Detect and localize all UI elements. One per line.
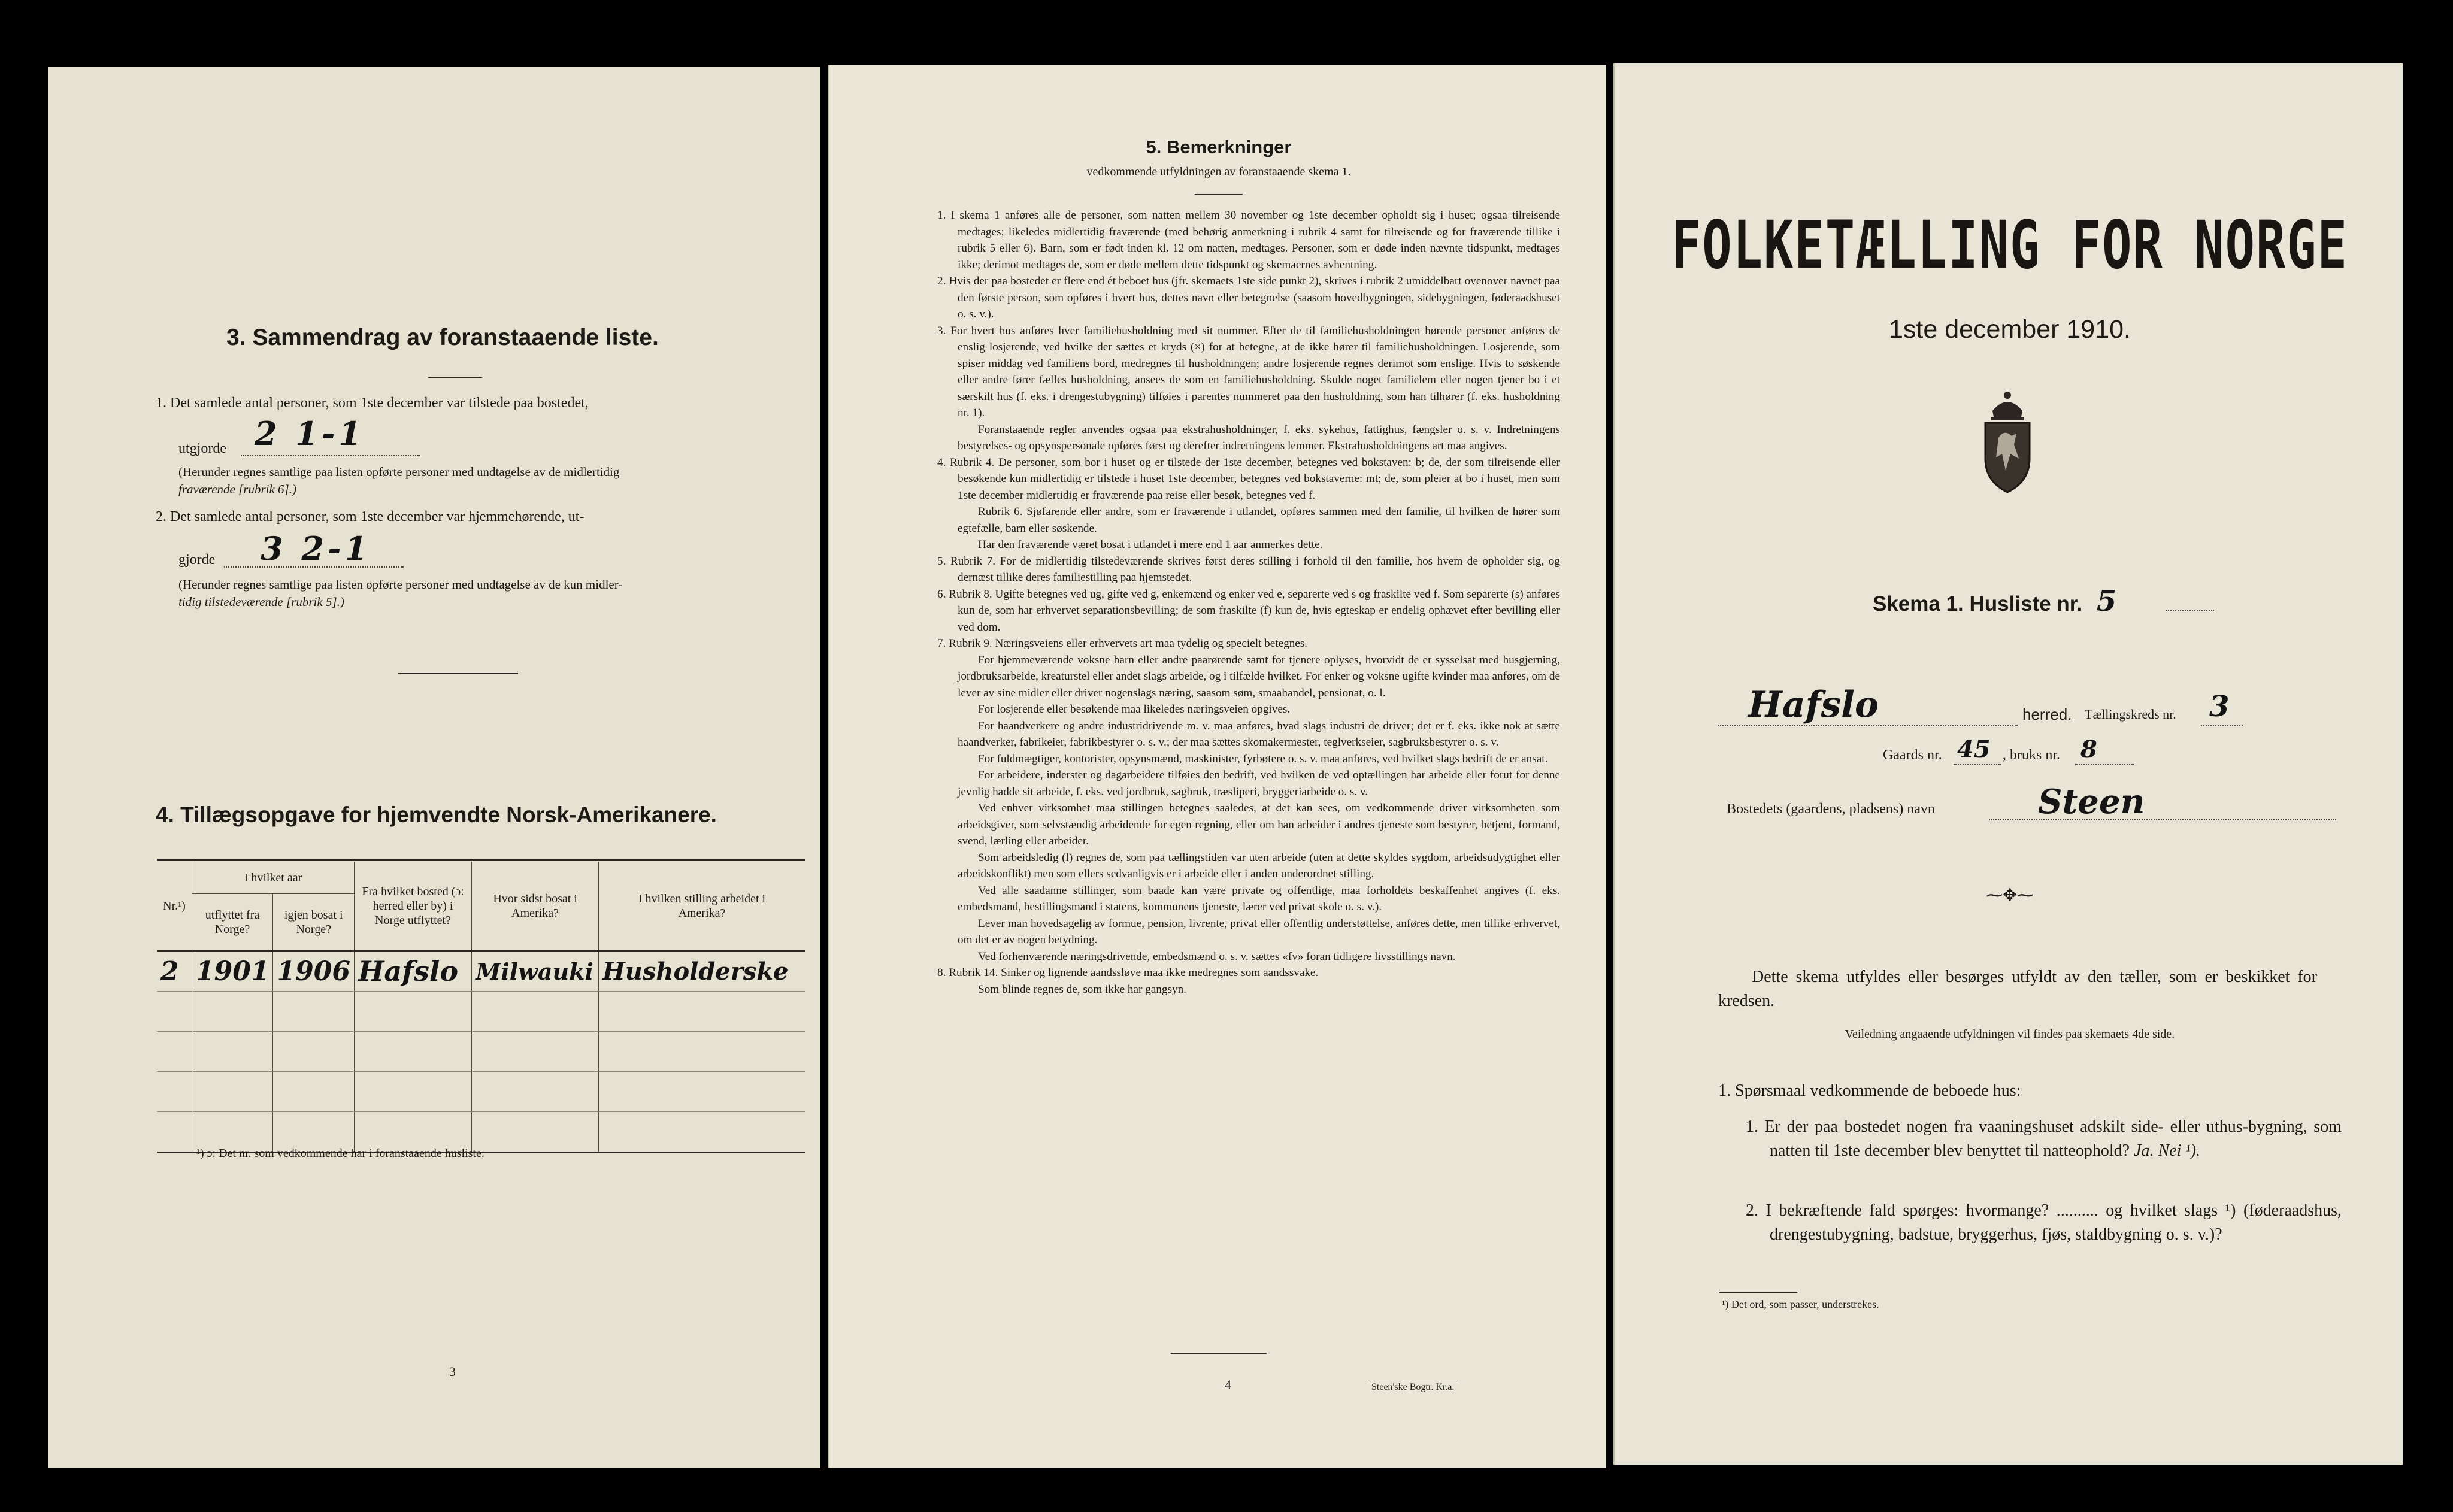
printer-mark: Steen'ske Bogtr. Kr.a.	[1371, 1382, 1455, 1392]
remark-8a: Som blinde regnes de, som ikke har gangsyn.	[978, 983, 1186, 996]
herred-dotted	[1718, 725, 2018, 726]
gaards-label: Gaards nr.	[1883, 747, 1942, 763]
remark-7b: For losjerende eller besøkende maa likeledes næringsveien opgives.	[978, 703, 1291, 716]
kreds-label: Tællingskreds nr.	[2085, 707, 2176, 722]
item2-dotted-line	[224, 566, 404, 568]
divider	[428, 377, 482, 378]
col-emigrated: utflyttet fra Norge?	[192, 894, 273, 951]
remark-4-bosat: Har den fraværende været bosat i utlandet i mere end 1 aar anmerkes dette.	[978, 538, 1323, 551]
page-left	[48, 67, 820, 1468]
kreds-dotted	[2201, 725, 2243, 726]
remark-8: 8. Rubrik 14. Sinker og lignende aandssløve maa ikke medregnes som aandssvake.	[937, 966, 1319, 979]
ornament-divider: ⁓✥⁓	[1986, 886, 2034, 905]
section4-heading: 4. Tillægsopgave for hjemvendte Norsk-Amerikanere.	[156, 802, 717, 827]
bruks-value: 8	[2080, 735, 2097, 763]
table-row	[157, 992, 805, 1032]
item1-dotted-line	[241, 455, 420, 456]
herred-line	[1718, 684, 2353, 734]
kreds-value: 3	[2209, 690, 2230, 723]
cell-nr: 2	[157, 951, 192, 992]
remark-4: 4. Rubrik 4. De personer, som bor i huset og er tilstede der 1ste december, betegnes ved bokstaven: b; de, der som tilreisende eller besøkende kun midlertidig er tilstede i huset 1ste december, betegnes ved bokstaverne: mt; de, som pleier at bo i huset, men som 1ste december midlertidig er fraværende paa reise eller besøk, betegnes ved f.	[937, 456, 1560, 502]
divider	[1195, 194, 1243, 195]
gaards-line	[1883, 735, 2302, 776]
remarks-heading: 5. Bemerkninger	[1146, 137, 1292, 157]
bruks-dotted	[2075, 764, 2134, 765]
remark-7a: For hjemmeværende voksne barn eller andre paarørende samt for tjenere oplyses, hvorvidt de er sysselsat med husgjerning, jordbruksarbeide, kreaturstel eller andet slags arbeide, og i tilfælde hvilket. For enker og voksne ugifte kvinder maa anføres, om de lever av sine midler eller driver nogenslags næring, saasom søm, smaahandel, pensionat, o. l.	[958, 653, 1560, 699]
cell-last-place: Milwauki	[472, 951, 599, 992]
remark-4-rubrik6: Rubrik 6. Sjøfarende eller andre, som er fraværende i utlandet, opføres sammen med den familie, til hvilken de hører som egtefælle, barn eller søskende.	[958, 505, 1560, 535]
schema-label: Skema 1. Husliste nr.	[1873, 592, 2083, 616]
item2-note: (Herunder regnes samtlige paa listen opførte personer med undtagelse av de kun midler- tidig tilstedeværende [rubrik 5].)	[178, 577, 623, 609]
census-title: FOLKETÆLLING FOR NORGE	[1671, 207, 2349, 284]
cell-position: Husholderske	[598, 951, 805, 992]
remark-5: 5. Rubrik 7. For de midlertidig tilstedeværende skrives først deres stilling i forhold til den familie, hos hvem de opholder sig, og dernæst tillike deres familiestilling paa hjemstedet.	[937, 554, 1560, 584]
remark-7i: Lever man hovedsagelig av formue, pension, livrente, privat eller offentlig understøttelse, anføres dette, men tillike erhvervet, om det er av nogen betydning.	[958, 917, 1560, 946]
gaards-dotted	[1954, 764, 2001, 765]
col-last-place: Hvor sidst bosat i Amerika?	[472, 862, 599, 951]
remarks-subheading: vedkommende utfyldningen av foranstaaende skema 1.	[1086, 165, 1351, 178]
bosted-label: Bostedets (gaardens, pladsens) navn	[1727, 801, 1935, 817]
col-group-year: I hvilket aar	[192, 862, 355, 894]
page-middle	[828, 65, 1606, 1468]
remark-3: 3. For hvert hus anføres hver familiehusholdning med sit nummer. Efter de til familiehusholdningen hørende personer anføres de enslig losjerende, ved hvilke der sættes et kryds (×) for at betegne, at de ikke hører til familiehusholdningen. Losjerende, som spiser middag ved familiens bord, medregnes til husholdningen; andre losjerende regnes derimot som enslige. Hvis to søskende eller andre fører fælles husholdning, ansees de som en familiehusholdning. Skulde noget familielem eller nogen tjener bo i et særskilt hus (f. eks. i drengestubygning) tilføies i parentes nummeret paa den husholdning, som han tilhører (f. eks. husholdning nr. 1).	[937, 324, 1560, 419]
page-right	[1613, 63, 2403, 1465]
remarks-body	[937, 207, 1560, 998]
coat-of-arms-icon	[1974, 387, 2040, 495]
section3-heading: 3. Sammendrag av foranstaaende liste.	[226, 325, 659, 350]
cell-from-place: Hafslo	[354, 951, 471, 992]
bruks-label: , bruks nr.	[2003, 747, 2060, 763]
bottom-rule	[1171, 1353, 1267, 1354]
cell-emigrated: 1901	[192, 951, 273, 992]
gaards-value: 45	[1957, 735, 1991, 763]
bosted-line	[1727, 782, 2337, 830]
item1-note: (Herunder regnes samtlige paa listen opførte personer med undtagelse av de midlertidig fraværende [rubrik 6].)	[178, 465, 620, 496]
q1-1-answer: Ja. Nei ¹).	[2134, 1141, 2201, 1160]
cell-returned: 1906	[273, 951, 354, 992]
footnote-rule	[1719, 1292, 1797, 1293]
page-number: 3	[449, 1364, 456, 1379]
schema-line	[1873, 584, 2116, 618]
norsk-amerikanere-table	[157, 862, 805, 1153]
remark-7j: Ved forhenværende næringsdrivende, embedsmænd o. s. v. sættes «fv» foran tidligere livsstillings navn.	[978, 950, 1456, 963]
col-nr: Nr.¹)	[157, 862, 192, 951]
table-row	[157, 1032, 805, 1072]
question1-2: 2. I bekræftende fald spørges: hvormange? .......... og hvilket slags ¹) (føderaadshus, drengestubygning, badstue, bryggerhus, fjøs, staldbygning o. s. v.)?	[1746, 1201, 2342, 1244]
herred-value: Hafslo	[1748, 684, 1879, 726]
col-returned: igjen bosat i Norge?	[273, 894, 354, 951]
remark-7f: Ved enhver virksomhet maa stillingen betegnes saaledes, at det kan sees, om vedkommende driver virksomheten som arbeidsgiver, som selvstændig arbeidende for egen regning, eller om han arbeider i andres tjeneste som bestyrer, betjent, formand, svend, lærling eller arbeider.	[958, 802, 1560, 847]
schema-dotted	[2166, 610, 2214, 611]
remark-3-cont: Foranstaaende regler anvendes ogsaa paa ekstrahusholdninger, f. eks. sykehus, fattighus, fængsler o. s. v. Indretningens bestyrelses- og opsynspersonale opføres først og derefter indretningens lemmer. Ekstrahusholdningens art maa angives.	[958, 423, 1560, 452]
guide-text: Veiledning angaaende utfyldningen vil findes paa skemaets 4de side.	[1845, 1028, 2175, 1041]
bosted-dotted	[1989, 819, 2336, 820]
question1-1: 1. Er der paa bostedet nogen fra vaaningshuset adskilt side- eller uthus-bygning, som natten til 1ste december blev benyttet til natteophold? Ja. Nei ¹).	[1746, 1117, 2342, 1160]
item2-prefix: gjorde	[178, 552, 216, 568]
right-footnote: ¹) Det ord, som passer, understrekes.	[1722, 1298, 1879, 1310]
remark-7c: For haandverkere og andre industridrivende m. v. maa anføres, hvad slags industri de driver; det er f. eks. ikke nok at sætte haandverker, fabrikeier, fabrikbestyrer o. s. v.; der maa sættes skomakermester, teglverkseier, sagbruksbestyrer o. s. v.	[958, 719, 1560, 749]
table-top-rule	[157, 859, 805, 861]
question1-heading: 1. Spørsmaal vedkommende de beboede hus:	[1718, 1081, 2021, 1100]
item1-text: 1. Det samlede antal personer, som 1ste december var tilstede paa bostedet,	[156, 395, 589, 411]
bosted-value: Steen	[2038, 782, 2145, 822]
remark-7: 7. Rubrik 9. Næringsveiens eller erhvervets art maa tydelig og specielt betegnes.	[937, 637, 1308, 650]
census-date: 1ste december 1910.	[1889, 315, 2131, 344]
item1-handwritten-value: 2 1-1	[255, 414, 365, 453]
col-position: I hvilken stilling arbeidet i Amerika?	[598, 862, 805, 951]
herred-label: herred.	[2022, 705, 2072, 723]
table-row	[157, 951, 805, 992]
table-row	[157, 1072, 805, 1112]
instruction-text: Dette skema utfyldes eller besørges utfyldt av den tæller, som er beskikket for kredsen.	[1718, 968, 2317, 1010]
section-divider	[398, 673, 518, 674]
col-from-place: Fra hvilket bosted (ɔ: herred eller by) i Norge utflyttet?	[354, 862, 471, 951]
remark-7e: For arbeidere, inderster og dagarbeidere tilføies den bedrift, ved hvilken de ved optællingen har arbeide eller forut for denne jevnlig hadde sit arbeide, f. eks. ved jordbruk, sagbruk, træsliperi, bryggeriarbeide o. s. v.	[958, 769, 1560, 798]
page-number: 4	[1225, 1377, 1231, 1392]
table-footnote: ¹) ɔ: Det nr. som vedkommende har i foranstaaende husliste.	[196, 1147, 484, 1160]
item2-handwritten-value: 3 2-1	[261, 529, 371, 568]
remark-7g: Som arbeidsledig (l) regnes de, som paa tællingstiden var uten arbeide (uten at dette skyldes sygdom, arbeidsudygtighet eller arbeidskonflikt) men som ellers sedvanligvis er i arbeide eller i anden underordnet stilling.	[958, 851, 1560, 880]
remark-1: 1. I skema 1 anføres alle de personer, som natten mellem 30 november og 1ste december opholdt sig i huset; ogsaa tilreisende medtages; likeledes midlertidig fraværende (med behørig anmerkning i rubrik 4 samt for tilreisende og for fraværende tillike i rubrik 5 eller 6). Barn, som er født inden kl. 12 om natten, medtages. Personer, som er døde inden nævnte tidspunkt, medtages ikke; derimot medtages de, som er døde mellem dette tidspunkt og skemaernes avhentning.	[937, 209, 1560, 271]
remark-7h: Ved alle saadanne stillinger, som baade kan være private og offentlige, maa forholdets beskaffenhet angives (f. eks. embedsmand, bestillingsmand i statens, kommunens tjeneste, lærer ved privat skole o. s. v.).	[958, 884, 1560, 913]
item2-text: 2. Det samlede antal personer, som 1ste december var hjemmehørende, ut-	[156, 509, 585, 525]
remark-2: 2. Hvis der paa bostedet er flere end ét beboet hus (jfr. skemaets 1ste side punkt 2), skrives i rubrik 2 umiddelbart ovenover navnet paa den første person, som opføres i hvert hus, dettes navn eller betegnelse (saasom hovedbygningen, sidebygningen, føderaadshuset o. s. v.).	[937, 275, 1560, 320]
item1-prefix: utgjorde	[178, 441, 226, 456]
remark-7d: For fuldmægtiger, kontorister, opsynsmænd, maskinister, fyrbøtere o. s. v. maa anføres, ved hvilket slags bedrift de er ansat.	[978, 752, 1548, 765]
schema-number: 5	[2096, 584, 2117, 618]
remark-6: 6. Rubrik 8. Ugifte betegnes ved ug, gifte ved g, enkemænd og enker ved e, separerte ved s og fraskilte ved f. Som separerte (s) anføres kun de, som har erhvervet separationsbevilling; de som fraskilte (f) kun de, hvis egteskap er endelig ophævet efter bevilling eller ved dom.	[937, 587, 1560, 634]
